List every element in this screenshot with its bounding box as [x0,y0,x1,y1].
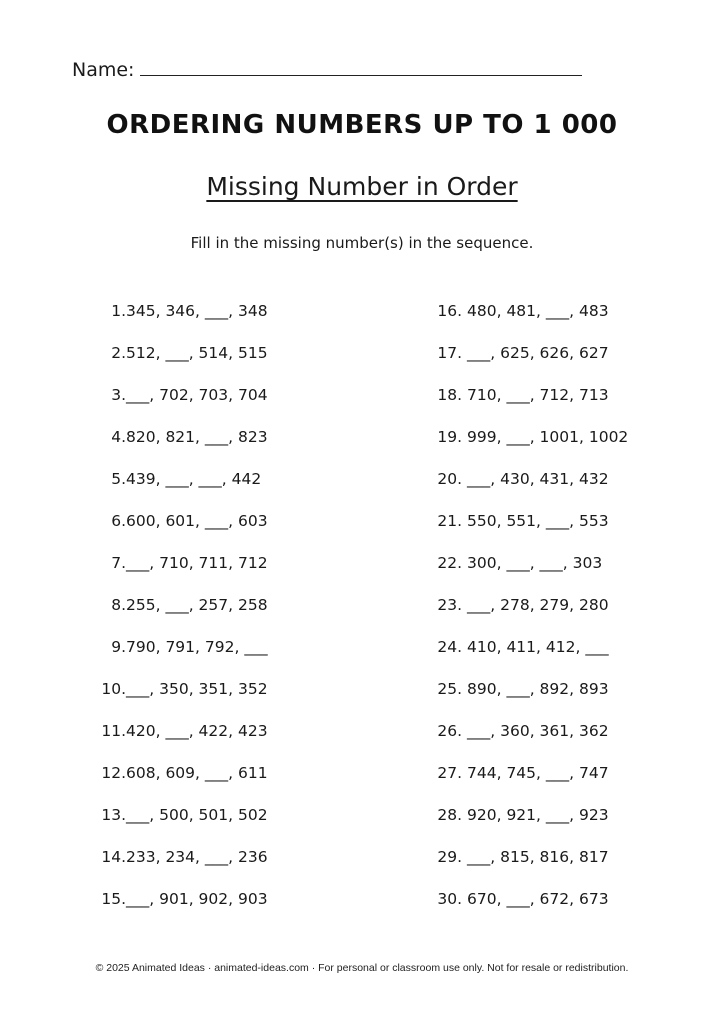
instructions: Fill in the missing number(s) in the sequence. [190,234,534,252]
question-item [96,846,268,868]
number-sequence: ___, 360, 361, 362 [467,722,609,740]
question-item [96,384,268,406]
number-sequence: 710, ___, 712, 713 [467,386,609,404]
number-sequence: 890, ___, 892, 893 [467,680,609,698]
question-item [432,888,609,910]
question-item [432,426,628,448]
question-item [96,342,268,364]
number-sequence: ___, 710, 711, 712 [126,554,268,572]
question-item [96,804,268,826]
number-sequence: 345, 346, ___, 348 [126,302,268,320]
number-sequence: 670, ___, 672, 673 [467,890,609,908]
number-sequence: 600, 601, ___, 603 [126,512,268,530]
subtitle-text: Missing Number in Order [206,172,518,201]
question-item [432,636,609,658]
question-item [96,300,268,322]
question-number: 4. [111,428,126,446]
number-sequence: ___, 625, 626, 627 [467,344,609,362]
number-sequence: 790, 791, 792, ___ [126,638,268,656]
question-item [96,720,268,742]
number-sequence: 999, ___, 1001, 1002 [467,428,629,446]
number-sequence: ___, 430, 431, 432 [467,470,609,488]
question-number: 16. [437,302,462,320]
question-item [432,678,609,700]
question-number: 22. [437,554,462,572]
number-sequence: ___, 901, 902, 903 [126,890,268,908]
number-sequence: 608, 609, ___, 611 [126,764,268,782]
question-number: 9. [111,638,126,656]
question-number: 8. [111,596,126,614]
number-sequence: 920, 921, ___, 923 [467,806,609,824]
question-number: 21. [437,512,462,530]
question-number: 23. [437,596,462,614]
question-number: 5. [111,470,126,488]
question-number: 24. [437,638,462,656]
question-item [432,384,609,406]
question-number: 26. [437,722,462,740]
question-number: 18. [437,386,462,404]
number-sequence: ___, 500, 501, 502 [126,806,268,824]
question-number: 19. [437,428,462,446]
name-label: Name: [72,59,135,81]
question-number: 20. [437,470,462,488]
question-item [432,804,609,826]
question-item [96,594,268,616]
question-item [96,552,268,574]
question-item [432,846,609,868]
question-item [432,762,609,784]
number-sequence: 480, 481, ___, 483 [467,302,609,320]
name-blank-line[interactable] [140,61,582,76]
question-number: 7. [111,554,126,572]
question-number: 14. [101,848,126,866]
question-number: 30. [437,890,462,908]
number-sequence: 512, ___, 514, 515 [126,344,268,362]
question-item [432,552,602,574]
question-number: 29. [437,848,462,866]
question-number: 3. [111,386,126,404]
number-sequence: ___, 350, 351, 352 [126,680,268,698]
question-number: 2. [111,344,126,362]
question-number: 12. [101,764,126,782]
number-sequence: 744, 745, ___, 747 [467,764,609,782]
question-number: 6. [111,512,126,530]
question-item [96,510,268,532]
question-number: 17. [437,344,462,362]
question-number: 13. [101,806,126,824]
question-item [432,468,609,490]
question-item [432,510,609,532]
question-item [432,594,609,616]
question-item [432,720,609,742]
question-number: 27. [437,764,462,782]
number-sequence: 300, ___, ___, 303 [467,554,603,572]
number-sequence: ___, 278, 279, 280 [467,596,609,614]
question-item [96,762,268,784]
number-sequence: 255, ___, 257, 258 [126,596,268,614]
worksheet-title: ORDERING NUMBERS UP TO 1 000 [106,110,618,140]
number-sequence: 420, ___, 422, 423 [126,722,268,740]
question-number: 11. [101,722,126,740]
number-sequence: 439, ___, ___, 442 [126,470,262,488]
question-item [432,300,609,322]
number-sequence: ___, 815, 816, 817 [467,848,609,866]
worksheet-subtitle [0,172,724,201]
question-item [96,636,268,658]
question-number: 25. [437,680,462,698]
question-item [96,468,261,490]
number-sequence: 410, 411, 412, ___ [467,638,609,656]
number-sequence: 233, 234, ___, 236 [126,848,268,866]
question-item [96,678,268,700]
question-item [432,342,609,364]
question-number: 28. [437,806,462,824]
name-field [72,59,582,81]
question-item [96,888,268,910]
question-number: 15. [101,890,126,908]
number-sequence: ___, 702, 703, 704 [126,386,268,404]
number-sequence: 820, 821, ___, 823 [126,428,268,446]
number-sequence: 550, 551, ___, 553 [467,512,609,530]
question-item [96,426,268,448]
question-number: 10. [101,680,126,698]
footer-copyright: © 2025 Animated Ideas · animated-ideas.com · For personal or classroom use only. Not for resale or redistribution. [95,962,629,974]
question-number: 1. [111,302,126,320]
